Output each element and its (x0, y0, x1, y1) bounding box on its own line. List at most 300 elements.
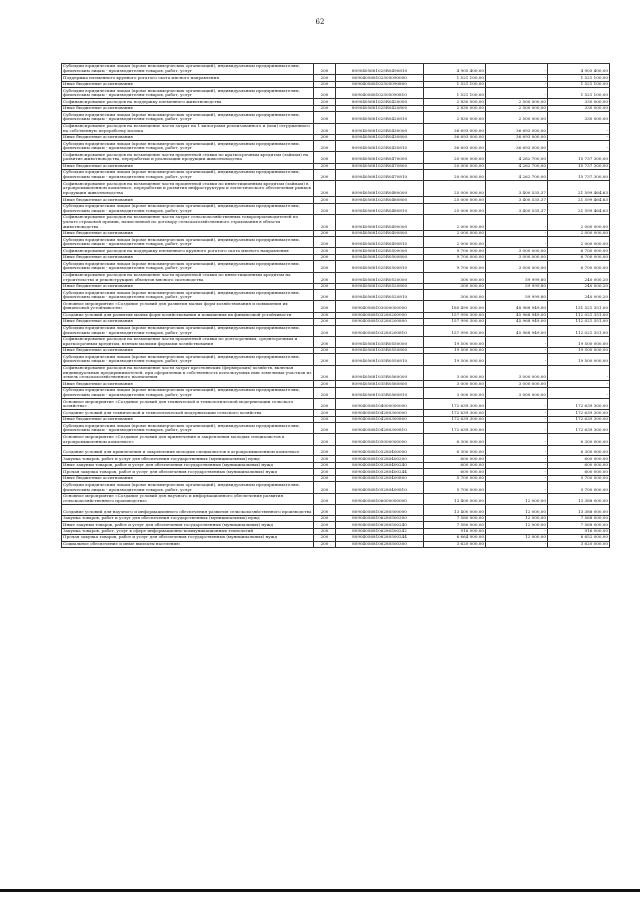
row-code-cell: 200 (314, 416, 336, 422)
row-approved-amount-cell: 6 664 000,00 (424, 535, 486, 541)
row-approved-amount-cell: 2 830 000,00 (424, 105, 486, 111)
table-row (62, 325, 610, 336)
row-approved-amount-cell: 4 905 400,00 (424, 64, 486, 75)
row-code-cell: 200 (314, 493, 336, 504)
row-name-cell: Субсидии юридическим лицам (кроме некоммерческих организаций), индивидуальным предпринимателям, физическим лицам - производителям товаров, работ, услуг (62, 325, 314, 336)
row-executed-amount-cell: - (486, 462, 548, 468)
row-name-cell: Субсидии юридическим лицам (кроме некоммерческих организаций), индивидуальным предпринимателям, физическим лицам - производителям товаров, работ, услуг (62, 203, 314, 214)
row-approved-amount-cell: 19 500 000,00 (424, 347, 486, 353)
row-name-cell: Иные бюджетные ассигнования (62, 254, 314, 260)
row-unexecuted-amount-cell: 15 737 300,00 (548, 152, 610, 163)
row-executed-amount-cell: 59 999,80 (486, 283, 548, 289)
row-classification-code-cell: 8090405681025R0500800 (336, 254, 424, 260)
row-executed-amount-cell: 36 693 000,00 (486, 134, 548, 140)
row-approved-amount-cell: 600 000,00 (424, 456, 486, 462)
row-unexecuted-amount-cell: 172 639 300,00 (548, 423, 610, 434)
row-approved-amount-cell: 172 639 300,00 (424, 410, 486, 416)
row-code-cell: 200 (314, 105, 336, 111)
row-executed-amount-cell: - (486, 64, 548, 75)
row-code-cell: 200 (314, 112, 336, 123)
row-executed-amount-cell: - (486, 75, 548, 81)
row-name-cell: Иные закупки товаров, работ и услуг для обеспечения государственных (муниципальных) нужд (62, 522, 314, 528)
row-classification-code-cell: 809040568102505090810 (336, 88, 424, 99)
row-code-cell: 200 (314, 301, 336, 312)
row-classification-code-cell: 809040568105280400240 (336, 462, 424, 468)
row-classification-code-cell: 809040568103280200800 (336, 319, 424, 325)
table-row (62, 336, 610, 347)
row-code-cell: 200 (314, 141, 336, 152)
row-name-cell: Софинансирование расходов на поддержку племенного крупного рогатого скота мясного направления (62, 248, 314, 254)
row-classification-code-cell: 8090405681035R0560810 (336, 387, 424, 398)
row-unexecuted-amount-cell: 6 700 000,00 (548, 261, 610, 272)
row-code-cell: 200 (314, 381, 336, 387)
row-code-cell: 200 (314, 230, 336, 236)
row-approved-amount-cell: 7 580 000,00 (424, 522, 486, 528)
table-row (62, 123, 610, 134)
row-executed-amount-cell: - (486, 230, 548, 236)
row-unexecuted-amount-cell: - (548, 141, 610, 152)
budget-table (61, 63, 610, 548)
row-unexecuted-amount-cell: 19 500 000,00 (548, 347, 610, 353)
row-unexecuted-amount-cell: - (548, 365, 610, 381)
row-name-cell: Иные бюджетные ассигнования (62, 283, 314, 289)
row-name-cell: Софинансирование расходов на возмещение части затрат сельскохозяйственных товаропроизводителей по уплате страховой премии, начисленной по договору сельскохозяйственного страхования в области животноводства (62, 214, 314, 230)
row-executed-amount-cell: - (486, 541, 548, 547)
row-executed-amount-cell: - (486, 445, 548, 456)
row-name-cell: Иные бюджетные ассигнования (62, 81, 314, 87)
row-name-cell: Основное мероприятие «Создание условий для научного и информационного обеспечения развития сельскохозяйственного производства» (62, 493, 314, 504)
row-code-cell: 200 (314, 399, 336, 410)
row-code-cell: 200 (314, 434, 336, 445)
row-approved-amount-cell: 19 500 000,00 (424, 336, 486, 347)
row-name-cell: Софинансирование расходов на возмещение части процентной ставки по долгосрочным, среднесрочным и краткосрочным кредитам, взятым малыми формами хозяйствования (62, 336, 314, 347)
row-name-cell: Иные бюджетные ассигнования (62, 319, 314, 325)
row-executed-amount-cell: - (486, 482, 548, 493)
row-name-cell: Основное мероприятие «Создание условий для привлечения и закрепления молодых специалистов в агропромышленном комплексе» (62, 434, 314, 445)
row-name-cell: Иные бюджетные ассигнования (62, 134, 314, 140)
row-executed-amount-cell: 59 999,80 (486, 272, 548, 283)
row-unexecuted-amount-cell: 112 021 351,00 (548, 312, 610, 318)
row-code-cell: 200 (314, 181, 336, 197)
row-executed-amount-cell: - (486, 237, 548, 248)
row-unexecuted-amount-cell: 131 521 351,00 (548, 301, 610, 312)
row-executed-amount-cell: - (486, 81, 548, 87)
row-classification-code-cell: 8090405681025R0490810 (336, 64, 424, 75)
row-executed-amount-cell: - (486, 423, 548, 434)
row-code-cell: 200 (314, 387, 336, 398)
row-classification-code-cell: 809040568104280300800 (336, 416, 424, 422)
row-name-cell: Закупка товаров, работ и услуг для обеспечения государственных (муниципальных) нужд (62, 515, 314, 521)
row-approved-amount-cell: 600 000,00 (424, 462, 486, 468)
row-code-cell: 200 (314, 541, 336, 547)
table-row (62, 445, 610, 456)
row-classification-code-cell: 8090405681025R0420800 (336, 105, 424, 111)
row-approved-amount-cell: 5 700 000,00 (424, 475, 486, 481)
row-code-cell: 200 (314, 522, 336, 528)
row-name-cell: Софинансирование расходов на поддержку племенного животноводства (62, 99, 314, 105)
row-code-cell: 200 (314, 515, 336, 521)
row-unexecuted-amount-cell: 21 599 464,63 (548, 203, 610, 214)
row-approved-amount-cell: 1 521 100,00 (424, 88, 486, 99)
row-classification-code-cell: 8090405681025R0490800 (336, 230, 424, 236)
row-name-cell: Субсидии юридическим лицам (кроме некоммерческих организаций), индивидуальным предпринимателям, физическим лицам - производителям товаров, работ, услуг (62, 88, 314, 99)
row-unexecuted-amount-cell: 13 388 000,00 (548, 493, 610, 504)
row-code-cell: 200 (314, 410, 336, 416)
row-approved-amount-cell: 7 580 000,00 (424, 515, 486, 521)
row-unexecuted-amount-cell: 6 652 000,00 (548, 535, 610, 541)
row-approved-amount-cell: 3 000 000,00 (424, 387, 486, 398)
row-classification-code-cell: 8090405681025R0480000 (336, 181, 424, 197)
page-bottom-edge (0, 889, 640, 892)
row-code-cell: 200 (314, 336, 336, 347)
row-executed-amount-cell: 3 400 535,37 (486, 197, 548, 203)
row-code-cell: 200 (314, 535, 336, 541)
row-unexecuted-amount-cell: 240 000,20 (548, 283, 610, 289)
row-approved-amount-cell: 36 693 000,00 (424, 134, 486, 140)
row-approved-amount-cell: 3 000 000,00 (424, 381, 486, 387)
row-classification-code-cell: 809040568102505090800 (336, 81, 424, 87)
row-classification-code-cell: 8090405681035R0550810 (336, 354, 424, 365)
row-classification-code-cell: 8090405681035R0550800 (336, 347, 424, 353)
row-unexecuted-amount-cell: 240 000,20 (548, 290, 610, 301)
row-approved-amount-cell: 157 990 300,00 (424, 319, 486, 325)
table-row (62, 181, 610, 197)
table-row (62, 434, 610, 445)
table-row (62, 423, 610, 434)
row-approved-amount-cell: 6 300 000,00 (424, 445, 486, 456)
row-code-cell: 200 (314, 319, 336, 325)
row-executed-amount-cell: - (486, 347, 548, 353)
row-classification-code-cell: 809040568106280500000 (336, 504, 424, 515)
row-code-cell: 200 (314, 469, 336, 475)
row-approved-amount-cell: 9 700 000,00 (424, 254, 486, 260)
table-row (62, 112, 610, 123)
row-code-cell: 200 (314, 88, 336, 99)
row-approved-amount-cell: 25 000 000,00 (424, 203, 486, 214)
table-row (62, 88, 610, 99)
table-row (62, 170, 610, 181)
row-unexecuted-amount-cell: 21 599 464,63 (548, 181, 610, 197)
row-executed-amount-cell: 4 262 700,00 (486, 152, 548, 163)
row-approved-amount-cell: 172 639 300,00 (424, 416, 486, 422)
row-unexecuted-amount-cell: 15 737 300,00 (548, 163, 610, 169)
row-code-cell: 200 (314, 163, 336, 169)
row-name-cell: Иные бюджетные ассигнования (62, 163, 314, 169)
row-executed-amount-cell: - (486, 456, 548, 462)
row-classification-code-cell: 809040568105280400810 (336, 482, 424, 493)
row-approved-amount-cell: 20 000 000,00 (424, 152, 486, 163)
row-code-cell: 200 (314, 197, 336, 203)
row-name-cell: Иные бюджетные ассигнования (62, 347, 314, 353)
row-classification-code-cell: 809040568105000000000 (336, 434, 424, 445)
row-classification-code-cell: 8090405681025R0470800 (336, 163, 424, 169)
row-approved-amount-cell: 916 000,00 (424, 528, 486, 534)
row-unexecuted-amount-cell: 6 700 000,00 (548, 254, 610, 260)
table-row (62, 64, 610, 75)
row-code-cell: 200 (314, 504, 336, 515)
row-code-cell: 200 (314, 475, 336, 481)
row-code-cell: 200 (314, 325, 336, 336)
table-row (62, 141, 610, 152)
row-classification-code-cell: 8090405681025R0480810 (336, 203, 424, 214)
row-executed-amount-cell: 2 500 000,00 (486, 112, 548, 123)
row-classification-code-cell: 809040568105280400200 (336, 456, 424, 462)
row-approved-amount-cell: 6 300 000,00 (424, 434, 486, 445)
row-classification-code-cell: 8090405681025R0470000 (336, 152, 424, 163)
row-unexecuted-amount-cell: 600 000,00 (548, 456, 610, 462)
row-classification-code-cell: 8090405681035R0550000 (336, 336, 424, 347)
table-row (62, 272, 610, 283)
row-executed-amount-cell: 3 000 000,00 (486, 254, 548, 260)
table-row (62, 482, 610, 493)
row-classification-code-cell: 809040568106280500200 (336, 515, 424, 521)
row-executed-amount-cell: 4 262 700,00 (486, 163, 548, 169)
row-classification-code-cell: 8090405681025R0500000 (336, 248, 424, 254)
row-executed-amount-cell: 45 968 949,00 (486, 325, 548, 336)
row-executed-amount-cell: - (486, 469, 548, 475)
row-approved-amount-cell: 172 639 300,00 (424, 423, 486, 434)
row-code-cell: 200 (314, 312, 336, 318)
row-approved-amount-cell: 3 620 000,00 (424, 541, 486, 547)
row-classification-code-cell: 809040568105280400800 (336, 475, 424, 481)
row-classification-code-cell: 809040568103000000000 (336, 301, 424, 312)
row-classification-code-cell: 8090405681035R0560000 (336, 365, 424, 381)
row-executed-amount-cell: 3 000 000,00 (486, 381, 548, 387)
row-name-cell: Основное мероприятие «Создание условий для технической и технологической модернизации сельского хозяйства» (62, 399, 314, 410)
row-classification-code-cell: 809040568106280500240 (336, 522, 424, 528)
row-code-cell: 200 (314, 482, 336, 493)
row-code-cell: 200 (314, 248, 336, 254)
row-classification-code-cell: 8090405681025R0500810 (336, 261, 424, 272)
row-unexecuted-amount-cell: 15 737 300,00 (548, 170, 610, 181)
row-approved-amount-cell: 25 000 000,00 (424, 181, 486, 197)
row-executed-amount-cell: - (486, 434, 548, 445)
table-row (62, 237, 610, 248)
row-unexecuted-amount-cell: 6 300 000,00 (548, 445, 610, 456)
row-name-cell: Иные бюджетные ассигнования (62, 197, 314, 203)
row-unexecuted-amount-cell: 600 000,00 (548, 462, 610, 468)
row-approved-amount-cell: 1 521 100,00 (424, 75, 486, 81)
row-approved-amount-cell: 157 990 300,00 (424, 312, 486, 318)
row-executed-amount-cell: 2 500 000,00 (486, 105, 548, 111)
row-executed-amount-cell: 12 000,00 (486, 515, 548, 521)
row-executed-amount-cell: - (486, 416, 548, 422)
row-approved-amount-cell: 157 990 300,00 (424, 325, 486, 336)
row-code-cell: 200 (314, 237, 336, 248)
table-row (62, 261, 610, 272)
table-row (62, 365, 610, 381)
row-approved-amount-cell: 172 639 300,00 (424, 399, 486, 410)
table-row (62, 399, 610, 410)
row-classification-code-cell: 809040568106000000000 (336, 493, 424, 504)
row-name-cell: Прочая закупка товаров, работ и услуг для обеспечения государственных (муниципальных) нужд (62, 535, 314, 541)
row-unexecuted-amount-cell: 330 000,00 (548, 99, 610, 105)
row-executed-amount-cell: 45 968 949,00 (486, 319, 548, 325)
row-approved-amount-cell: 300 000,00 (424, 283, 486, 289)
row-name-cell: Субсидии юридическим лицам (кроме некоммерческих организаций), индивидуальным предпринимателям, физическим лицам - производителям товаров, работ, услуг (62, 64, 314, 75)
row-name-cell: Субсидии юридическим лицам (кроме некоммерческих организаций), индивидуальным предпринимателям, физическим лицам - производителям товаров, работ, услуг (62, 387, 314, 398)
row-name-cell: Создание условий для технической и технологической модернизации сельского хозяйства (62, 410, 314, 416)
row-approved-amount-cell: 1 521 100,00 (424, 81, 486, 87)
row-unexecuted-amount-cell: 112 021 351,00 (548, 325, 610, 336)
row-code-cell: 200 (314, 290, 336, 301)
row-classification-code-cell: 809040568106280500244 (336, 535, 424, 541)
row-code-cell: 200 (314, 75, 336, 81)
row-classification-code-cell: 8090405681025R0520000 (336, 272, 424, 283)
row-code-cell: 200 (314, 445, 336, 456)
row-code-cell: 200 (314, 203, 336, 214)
row-unexecuted-amount-cell: 1 521 100,00 (548, 75, 610, 81)
row-code-cell: 200 (314, 254, 336, 260)
row-name-cell: Софинансирование расходов на возмещение части процентной ставки по инвестиционным кредитам на строительство и реконструкцию объектов мясного скотоводства (62, 272, 314, 283)
row-name-cell: Прочая закупка товаров, работ и услуг для обеспечения государственных (муниципальных) нужд (62, 469, 314, 475)
row-code-cell: 200 (314, 528, 336, 534)
row-classification-code-cell: 8090405681025R0470810 (336, 170, 424, 181)
row-name-cell: Иные бюджетные ассигнования (62, 381, 314, 387)
row-name-cell: Субсидии юридическим лицам (кроме некоммерческих организаций), индивидуальным предпринимателям, физическим лицам - производителям товаров, работ, услуг (62, 141, 314, 152)
row-unexecuted-amount-cell: 1 521 100,00 (548, 88, 610, 99)
table-row (62, 504, 610, 515)
row-approved-amount-cell: 2 830 000,00 (424, 112, 486, 123)
row-approved-amount-cell: 9 700 000,00 (424, 261, 486, 272)
row-executed-amount-cell: 36 693 000,00 (486, 141, 548, 152)
row-unexecuted-amount-cell: - (548, 381, 610, 387)
row-classification-code-cell: 809040568106280500300 (336, 541, 424, 547)
row-unexecuted-amount-cell: 172 639 300,00 (548, 410, 610, 416)
row-unexecuted-amount-cell: 916 000,00 (548, 528, 610, 534)
row-approved-amount-cell: 180 490 300,00 (424, 301, 486, 312)
row-unexecuted-amount-cell: 240 000,20 (548, 272, 610, 283)
row-unexecuted-amount-cell: 6 700 000,00 (548, 248, 610, 254)
row-code-cell: 200 (314, 365, 336, 381)
row-code-cell: 200 (314, 64, 336, 75)
row-executed-amount-cell: 45 968 949,00 (486, 312, 548, 318)
row-executed-amount-cell: 48 968 949,00 (486, 301, 548, 312)
row-unexecuted-amount-cell: 330 000,00 (548, 105, 610, 111)
row-unexecuted-amount-cell: 7 568 000,00 (548, 515, 610, 521)
row-classification-code-cell: 809040568102505090000 (336, 75, 424, 81)
row-approved-amount-cell: 36 693 000,00 (424, 123, 486, 134)
row-executed-amount-cell: - (486, 399, 548, 410)
row-unexecuted-amount-cell: 330 000,00 (548, 112, 610, 123)
row-unexecuted-amount-cell: 172 639 300,00 (548, 399, 610, 410)
table-row (62, 214, 610, 230)
row-unexecuted-amount-cell: 19 500 000,00 (548, 354, 610, 365)
row-approved-amount-cell: 2 830 000,00 (424, 99, 486, 105)
row-approved-amount-cell: 36 693 000,00 (424, 141, 486, 152)
row-unexecuted-amount-cell: 21 599 464,63 (548, 197, 610, 203)
row-approved-amount-cell: 600 000,00 (424, 469, 486, 475)
row-name-cell: Поддержка племенного крупного рогатого скота мясного направления (62, 75, 314, 81)
row-classification-code-cell: 8090405681025R0430810 (336, 141, 424, 152)
row-executed-amount-cell: 3 000 000,00 (486, 387, 548, 398)
row-classification-code-cell: 8090405681025R0430000 (336, 123, 424, 134)
row-name-cell: Иные бюджетные ассигнования (62, 230, 314, 236)
row-executed-amount-cell: 4 262 700,00 (486, 170, 548, 181)
row-code-cell: 200 (314, 152, 336, 163)
row-unexecuted-amount-cell: 6 300 000,00 (548, 434, 610, 445)
row-name-cell: Субсидии юридическим лицам (кроме некоммерческих организаций), индивидуальным предпринимателям, физическим лицам - производителям товаров, работ, услуг (62, 290, 314, 301)
row-code-cell: 200 (314, 272, 336, 283)
row-code-cell: 200 (314, 170, 336, 181)
row-name-cell: Софинансирование расходов на возмещение части процентной ставки по краткосрочным кредитам (займам) на развитие животноводства, переработки и реализации продукции животноводства (62, 152, 314, 163)
row-classification-code-cell: 809040568105280400000 (336, 445, 424, 456)
row-name-cell: Субсидии юридическим лицам (кроме некоммерческих организаций), индивидуальным предпринимателям, физическим лицам - производителям товаров, работ, услуг (62, 354, 314, 365)
row-name-cell: Субсидии юридическим лицам (кроме некоммерческих организаций), индивидуальным предпринимателям, физическим лицам - производителям товаров, работ, услуг (62, 237, 314, 248)
row-approved-amount-cell: 13 400 000,00 (424, 504, 486, 515)
row-classification-code-cell: 809040568104280300000 (336, 410, 424, 416)
row-unexecuted-amount-cell: 5 700 000,00 (548, 482, 610, 493)
table-row (62, 387, 610, 398)
row-classification-code-cell: 809040568104000000000 (336, 399, 424, 410)
row-classification-code-cell: 809040568103280200000 (336, 312, 424, 318)
row-name-cell: Социальное обеспечение и иные выплаты населению (62, 541, 314, 547)
row-approved-amount-cell: 3 000 000,00 (424, 365, 486, 381)
row-code-cell: 200 (314, 134, 336, 140)
row-name-cell: Субсидии юридическим лицам (кроме некоммерческих организаций), индивидуальным предпринимателям, физическим лицам - производителям товаров, работ, услуг (62, 261, 314, 272)
row-classification-code-cell: 809040568106280500242 (336, 528, 424, 534)
row-name-cell: Софинансирование расходов на возмещение части затрат крестьянских (фермерских) хозяйств, включая индивидуальных предпринимателей, при оформлении в собственность используемых ими земельных участков из земель сельскохозяйственного назначения (62, 365, 314, 381)
table-row (62, 354, 610, 365)
row-approved-amount-cell: 2 000 000,00 (424, 230, 486, 236)
row-approved-amount-cell: 300 000,00 (424, 272, 486, 283)
row-name-cell: Субсидии юридическим лицам (кроме некоммерческих организаций), индивидуальным предпринимателям, физическим лицам - производителям товаров, работ, услуг (62, 112, 314, 123)
row-approved-amount-cell: 19 500 000,00 (424, 354, 486, 365)
row-classification-code-cell: 809040568104280300810 (336, 423, 424, 434)
row-unexecuted-amount-cell: 4 905 400,00 (548, 64, 610, 75)
row-name-cell: Создание условий для привлечения и закрепления молодых специалистов в агропромышленном комплексе (62, 445, 314, 456)
row-approved-amount-cell: 13 400 000,00 (424, 493, 486, 504)
row-name-cell: Закупка товаров, работ, услуг в сфере информационно-коммуникационных технологий (62, 528, 314, 534)
row-executed-amount-cell: - (486, 354, 548, 365)
row-name-cell: Иные закупки товаров, работ и услуг для обеспечения государственных (муниципальных) нужд (62, 462, 314, 468)
row-unexecuted-amount-cell: 112 021 351,00 (548, 319, 610, 325)
row-code-cell: 200 (314, 354, 336, 365)
row-executed-amount-cell: - (486, 336, 548, 347)
row-code-cell: 200 (314, 456, 336, 462)
row-executed-amount-cell: 12 000,00 (486, 522, 548, 528)
row-code-cell: 200 (314, 123, 336, 134)
row-code-cell: 200 (314, 423, 336, 434)
row-code-cell: 200 (314, 214, 336, 230)
row-approved-amount-cell: 9 700 000,00 (424, 248, 486, 254)
row-name-cell: Закупка товаров, работ и услуг для обеспечения государственных (муниципальных) нужд (62, 456, 314, 462)
row-name-cell: Софинансирование расходов на возмещение части затрат на 1 килограмм реализованного и (или) отгруженного на собственную переработку молока (62, 123, 314, 134)
row-unexecuted-amount-cell: - (548, 134, 610, 140)
table-row (62, 203, 610, 214)
row-name-cell: Софинансирование расходов на возмещение части процентной ставки по инвестиционным кредитам (займам) в агропромышленном комплексе, переработки и развития инфраструктуры и логистического обеспечения рынков продукции животноводства (62, 181, 314, 197)
row-executed-amount-cell: - (486, 88, 548, 99)
row-executed-amount-cell: 3 000 000,00 (486, 261, 548, 272)
row-unexecuted-amount-cell: - (548, 123, 610, 134)
row-classification-code-cell: 8090405681035R0560800 (336, 381, 424, 387)
row-code-cell: 200 (314, 261, 336, 272)
row-approved-amount-cell: 5 700 000,00 (424, 482, 486, 493)
row-code-cell: 200 (314, 99, 336, 105)
row-name-cell: Субсидии юридическим лицам (кроме некоммерческих организаций), индивидуальным предпринимателям, физическим лицам - производителям товаров, работ, услуг (62, 482, 314, 493)
row-name-cell: Иные бюджетные ассигнования (62, 105, 314, 111)
row-classification-code-cell: 8090405681025R0490000 (336, 214, 424, 230)
row-unexecuted-amount-cell: 13 388 000,00 (548, 504, 610, 515)
row-classification-code-cell: 8090405681025R0420000 (336, 99, 424, 105)
table-row (62, 541, 610, 547)
row-executed-amount-cell: 12 000,00 (486, 504, 548, 515)
row-name-cell: Субсидии юридическим лицам (кроме некоммерческих организаций), индивидуальным предпринимателям, физическим лицам - производителям товаров, работ, услуг (62, 423, 314, 434)
row-unexecuted-amount-cell: 5 700 000,00 (548, 475, 610, 481)
row-name-cell: Создание условий для научного и информационного обеспечения развития сельскохозяйственного производства (62, 504, 314, 515)
budget-table-body (62, 64, 610, 548)
row-executed-amount-cell: 2 500 000,00 (486, 99, 548, 105)
